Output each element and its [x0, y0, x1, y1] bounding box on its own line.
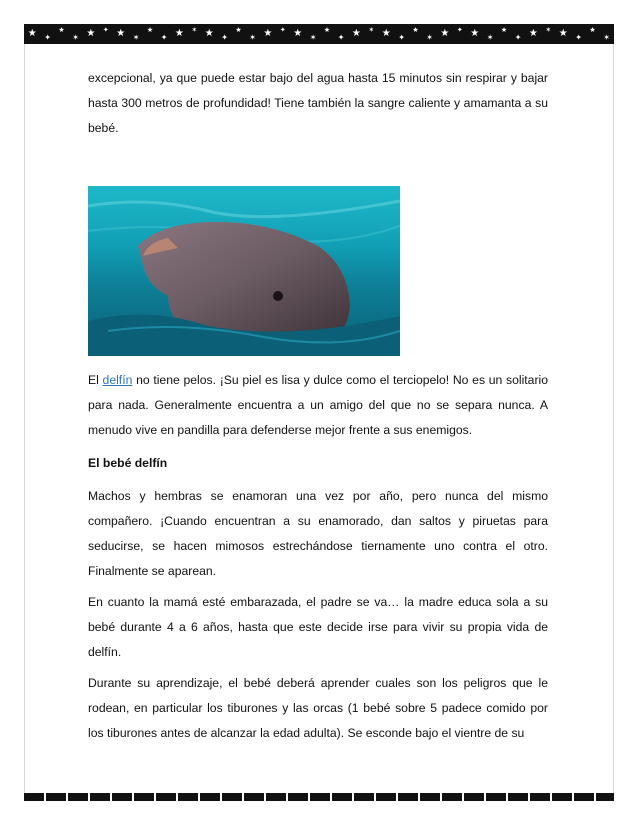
paragraph-two-start: El — [88, 373, 103, 387]
paragraph-four: En cuanto la mamá esté embarazada, el padre se va… la madre educa sola a su bebé durante 4 a 6 años, hasta que este decide irse para vivir su propia vida de delfín. — [88, 595, 548, 659]
paragraph-two-rest: no tiene pelos. ¡Su piel es lisa y dulce como el terciopelo! No es un solitario para nada. Generalmente encuentra a un amigo del que no se separa nunca. A menudo vive en pandilla para defenderse mejor frente a sus enemigos. — [88, 373, 548, 437]
paragraph-two — [88, 368, 548, 443]
dolphin-link[interactable]: delfín — [102, 373, 133, 387]
section-heading: El bebé delfín — [88, 456, 168, 470]
paragraph-intro: excepcional, ya que puede estar bajo del agua hasta 15 minutos sin respirar y bajar hasta 300 metros de profundidad! Tiene también la sangre caliente y amamanta a su bebé. — [88, 71, 548, 135]
decorative-bottom-border — [24, 793, 614, 801]
paragraph-five: Durante su aprendizaje, el bebé deberá aprender cuales son los peligros que le rodean, en particular los tiburones y las orcas (1 bebé sobre 5 padece comido por los tiburones antes de alcanzar la edad adulta). Se esconde bajo el vientre de su — [88, 676, 548, 740]
decorative-star-border: ★ ✦ ★ ✶ ★ ✦ ★ ✶ ★ ✦ ★ ✶ ★ ✦ ★ ✶ ★ ✦ ★ ✶ ★ ✦ ★ ✶ ★ ✦ ★ ✶ ★ ✦ ★ ✶ ★ ✦ ★ ✶ ★ ✦ ★ ✶ — [24, 24, 614, 44]
dolphin-photo — [88, 186, 400, 356]
document-body — [88, 66, 548, 746]
paragraph-three: Machos y hembras se enamoran una vez por año, pero nunca del mismo compañero. ¡Cuando encuentran a su enamorado, dan saltos y piruetas para seducirse, se hacen mimosos estrechándose tiernamente uno contra el otro. Finalmente se aparean. — [88, 489, 548, 578]
